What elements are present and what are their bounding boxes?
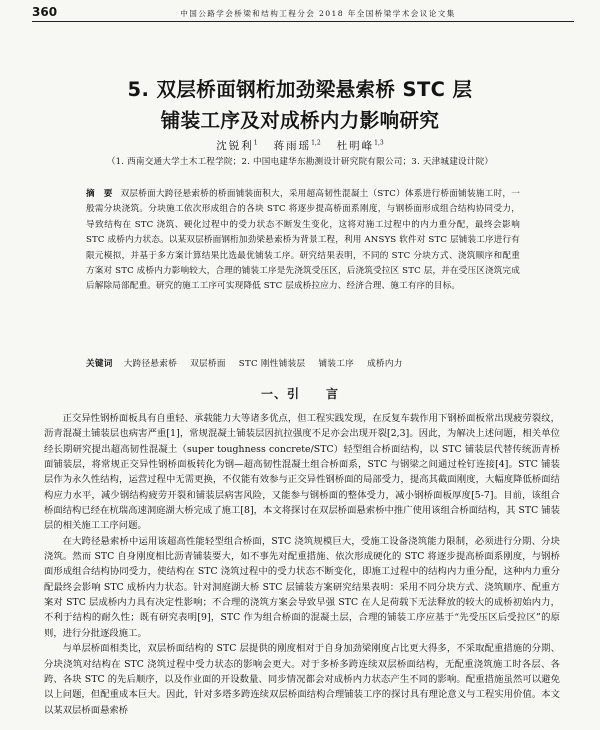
section-heading: 一、引 言: [260, 387, 339, 401]
running-title: 中国公路学会桥梁和结构工程分会 2018 年全国桥梁学术会议论文集: [180, 9, 456, 18]
keywords-label: 关键词: [86, 359, 113, 369]
keyword: 大跨径悬索桥: [123, 359, 178, 369]
author-affiliation-mark: 1: [253, 139, 258, 147]
abstract-label: 摘 要: [86, 189, 113, 199]
paragraph: 与单层桥面相类比，双层桥面结构的 STC 层提供的刚度相对于自身加劲梁刚度占比更大得多，不采取配重措施的分期、分块浇筑对结构在 STC 浇筑过程中受力状态的影响会更大。对于多桥多跨连续双层桥面结构，无配重浇筑施工时各层、各跨、各块 STC 的先后顺序，以及作业面的开设数量、同步情况都会对成桥内力状态产生不同的影响。配重措施虽然可以避免以上问题，但配重成本巨大。因此，针对多塔多跨连续双层桥面结构合理铺装工序的探讨具有理论意义与工程实用价值。本文以某双层桥面悬索桥: [44, 643, 560, 716]
author-affiliation-mark: 1,3: [374, 139, 384, 147]
author-name: 沈锐利: [216, 140, 254, 152]
title-line-2: 铺装工序及对成桥内力影响研究: [160, 109, 440, 132]
affiliations: （1. 西南交通大学土木工程学院；2. 中国电建华东勘测设计研究院有限公司；3. 天津城建设计院）: [106, 157, 494, 167]
paper-title: [40, 74, 560, 136]
keyword: 成桥内力: [367, 359, 403, 369]
keywords: [86, 357, 520, 369]
author-affiliation-mark: 1,2: [311, 139, 321, 147]
page-number: 360: [32, 5, 58, 19]
paragraph: 正交异性钢桥面板具有自重轻、承载能力大等诸多优点，但工程实践发现，在反复车载作用下钢桥面板常出现疲劳裂纹，沥青混凝土铺装层也病害严重[1]，常规混凝土铺装层因抗拉强度不足亦会出现开裂[2,3]。因此，为解决上述问题，相关单位经长期研究提出超高韧性混凝土（super toughness concrete/STC）轻型组合桥面结构，以 STC 铺装层代替传统沥青桥面铺装层，将常规正交异性钢桥面板转化为钢—超高韧性混凝土组合桥面系，STC 与钢梁之间通过栓钉连接[4]。STC 铺装层作为永久性结构，运营过程中无需更换，不仅能有效参与正交异性钢桥面的局部受力，提高其截面刚度，大幅度降低桥面结构应力水平，减少钢结构疲劳开裂和铺装层病害风险，又能参与钢桥面的整体受力，减小钢桥面板厚度[5-7]。目前，该组合桥面结构已经在杭瑞高速洞庭湖大桥完成了施工[8]，本文将探讨在双层桥面悬索桥中推广使用该组合桥面结构，其 STC 铺装层的相关施工工序问题。: [44, 413, 560, 532]
author-name: 蒋雨瑶: [273, 140, 312, 152]
keyword: STC 刚性铺装层: [238, 359, 306, 369]
running-header: [32, 5, 574, 22]
abstract-text: 双层桥面大跨径悬索桥的桥面铺装面积大，采用超高韧性混凝土（STC）体系进行桥面铺装施工时，一般需分块浇筑。分块施工依次形成组合的各块 STC 将逐步提高桥面系刚度，与钢桥面形成组合结构协同受力，导致结构在 STC 浇筑、硬化过程中的受力状态不断发生变化，这将对施工过程中的内力重分配，最终会影响 STC 成桥内力状态。以某双层桥面钢桁加劲梁悬索桥为背景工程，利用 ANSYS 软件对 STC 层铺装工序进行有限元模拟，并基于多方案计算结果比选最优铺装工序。研究结果表明，不同的 STC 分块方式、浇筑顺序和配重方案对 STC 成桥内力影响较大，合理的铺装工序是先浇筑受压区，后浇筑受拉区 STC 层，并在受压区浇筑完成后解除局部配重。研究的施工工序可实现降低 STC 层成桥拉应力、经济合理、施工有序的目标。: [86, 189, 520, 292]
paragraph: 在大跨径悬索桥中运用该超高性能轻型组合桥面，STC 浇筑规模巨大，受施工设备浇筑能力限制，必须进行分期、分块浇筑。然而 STC 自身刚度相比沥青铺装要大，如不事先对配重措施、依次形成硬化的 STC 将逐步提高桥面系刚度，与钢桥面形成组合结构协同受力，使结构在 STC 浇筑过程中的受力状态不断变化，即施工过程中的结构内力重分配，这种内力重分配最终会影响 STC 成桥内力状态。针对洞庭湖大桥 STC 层铺装方案研究结果表明：采用不同分块方式、浇筑顺序、配重方案对 STC 层成桥内力具有决定性影响；不合理的浇筑方案会导致早强 STC 在人足荷载下无法释放的较大的成桥初始内力，不利于结构的耐久性；既有研究表明[9]，STC 作为组合桥面的混凝土层，合理的铺装工序应基于“先受压区后受拉区”的原则，进行分批逐段施工。: [44, 535, 560, 639]
keyword: 铺装工序: [318, 359, 355, 369]
title-line-1: 5. 双层桥面钢桁加劲梁悬索桥 STC 层: [127, 78, 473, 101]
body-text: [44, 411, 560, 718]
abstract: [86, 187, 520, 295]
author-name: 杜明峰: [336, 140, 375, 152]
keyword: 双层桥面: [190, 359, 226, 369]
author-list: [0, 138, 600, 153]
